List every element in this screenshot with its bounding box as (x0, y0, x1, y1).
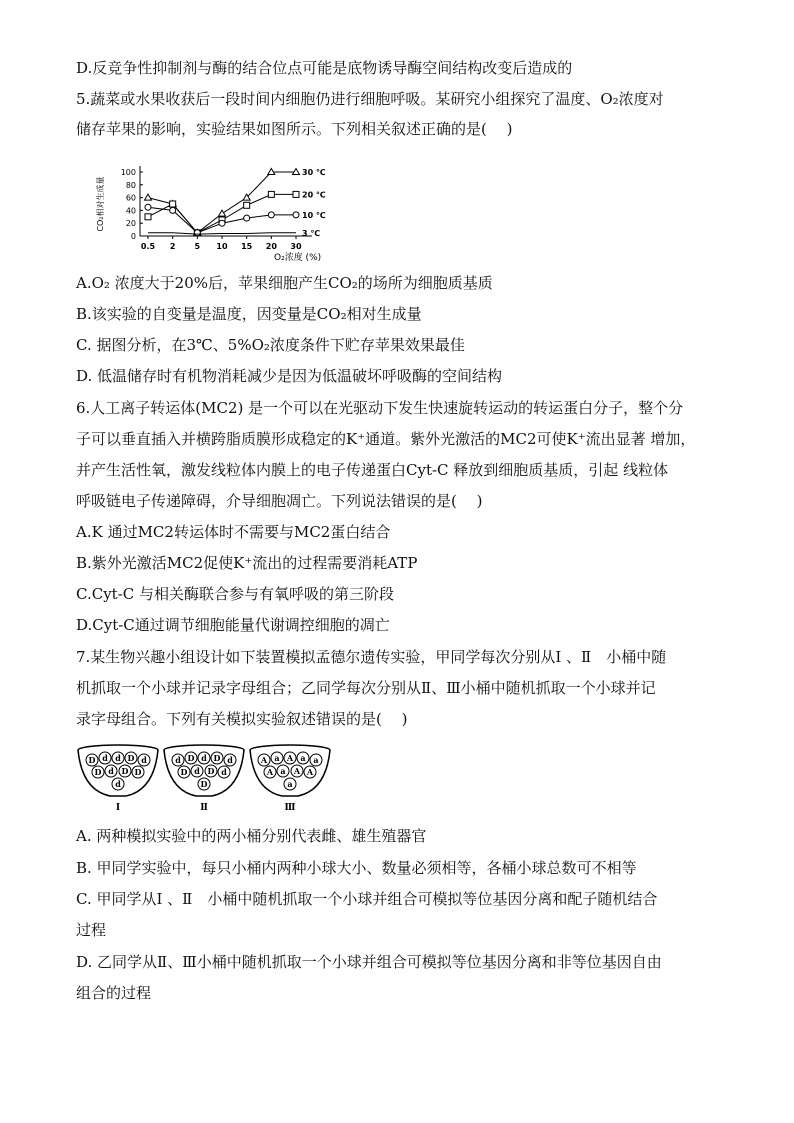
y-tick-label: 20 (125, 219, 136, 229)
series-label: 30 ℃ (302, 168, 326, 177)
ball-label: D (121, 766, 129, 776)
ball-label: A (306, 767, 314, 777)
ball-label: a (287, 779, 293, 789)
text-line: 储存苹果的影响，实验结果如图所示。下列相关叙述正确的是( ) (76, 120, 513, 138)
data-point (268, 212, 274, 218)
ball-label: D (88, 755, 96, 765)
text-line: 呼吸链电子传递障碍，介导细胞凋亡。下列说法错误的是( ) (76, 492, 483, 510)
ball-label: D (94, 767, 102, 777)
ball-label: d (194, 766, 200, 776)
y-tick-label: 100 (120, 168, 136, 177)
bucket-label: Ⅲ (284, 803, 296, 813)
data-point (219, 220, 225, 226)
text-line: 机抓取一个小球并记录字母组合；乙同学每次分别从Ⅱ、Ⅲ小桶中随机抓取一个小球并记 (76, 679, 656, 697)
ball-label: D (134, 767, 142, 777)
x-tick-label: 0.5 (140, 242, 156, 251)
question-6-stem: 6.人工离子转运体(MC2) 是一个可以在光驱动下发生快速旋转运动的转运蛋白分子，整个分 (76, 399, 684, 417)
series-line (148, 233, 296, 234)
ball-label: a (313, 755, 319, 765)
series-label: 3 ℃ (302, 228, 321, 238)
data-point (268, 191, 274, 197)
question-7-stem: 7.某生物兴趣小组设计如下装置模拟孟德尔遗传实验，甲同学每次分别从Ⅰ 、Ⅱ 小桶中随 (76, 648, 667, 666)
data-point (170, 207, 176, 213)
ball-label: D (213, 753, 221, 763)
text-line: 并产生活性氧，激发线粒体内膜上的电子传递蛋白Cyt-C 释放到细胞质基质，引起 线粒体 (76, 461, 669, 479)
series-label: 10 ℃ (302, 210, 326, 220)
ball-label: A (266, 767, 274, 777)
option-a: A. 两种模拟实验中的两小桶分别代表雌、雄生殖器官 (76, 827, 427, 845)
ball-label: d (108, 766, 114, 776)
option-a: A.O₂ 浓度大于20%后，苹果细胞产生CO₂的场所为细胞质基质 (76, 274, 493, 292)
data-point (244, 202, 250, 208)
data-point (194, 230, 200, 236)
data-point (170, 201, 176, 207)
bucket (164, 745, 244, 813)
ball-label: d (115, 753, 121, 763)
option-c: C. 据图分析，在3℃、5%O₂浓度条件下贮存苹果效果最佳 (76, 336, 465, 354)
ball-label: D (180, 767, 188, 777)
option-b: B.该实验的自变量是温度，因变量是CO₂相对生成量 (76, 305, 422, 323)
ball-label: d (102, 753, 108, 763)
x-tick-label: 10 (216, 242, 228, 251)
option-d: D. 乙同学从Ⅱ、Ⅲ小桶中随机抓取一个小球并组合可模拟等位基因分离和非等位基因自由 (76, 953, 662, 971)
ball-label: d (141, 755, 147, 765)
x-tick-label: 15 (241, 242, 253, 251)
data-point (293, 212, 299, 218)
bucket (78, 745, 158, 813)
ball-label: d (201, 753, 207, 763)
ball-label: A (293, 766, 301, 776)
series-label: 20 ℃ (302, 190, 326, 200)
ball-label: D (207, 766, 215, 776)
ball-label: d (221, 767, 227, 777)
data-point (293, 191, 299, 197)
co2-chart (90, 160, 330, 270)
y-tick-label: 0 (130, 232, 136, 241)
text-line: 组合的过程 (76, 984, 152, 1002)
x-tick-label: 2 (169, 242, 176, 251)
ball-label: D (187, 753, 195, 763)
option-d: D. 低温储存时有机物消耗减少是因为低温破坏呼吸酶的空间结构 (76, 367, 503, 385)
option-b: B. 甲同学实验中，每只小桶内两种小球大小、数量必须相等，各桶小球总数可不相等 (76, 859, 637, 877)
text-line: 过程 (76, 921, 107, 939)
bucket-label: Ⅰ (115, 803, 121, 813)
y-tick-label: 40 (125, 206, 136, 216)
y-tick-label: 60 (125, 193, 136, 203)
x-tick-label: 20 (265, 242, 277, 251)
ball-label: A (286, 753, 294, 763)
y-tick-label: 80 (125, 180, 136, 190)
text-line: 录字母组合。下列有关模拟实验叙述错误的是( ) (76, 710, 408, 728)
bucket-label: Ⅱ (200, 803, 208, 813)
y-axis-label: CO₂相对生成量 (96, 176, 105, 232)
data-point (145, 194, 152, 200)
x-tick-label: 30 (290, 242, 302, 251)
ball-label: a (280, 766, 286, 776)
option-b: B.紫外光激活MC2促使K⁺流出的过程需要消耗ATP (76, 554, 418, 572)
ball-label: d (227, 755, 233, 765)
option-c: C. 甲同学从Ⅰ 、Ⅱ 小桶中随机抓取一个小球并组合可模拟等位基因分离和配子随机结合 (76, 890, 658, 908)
ball-label: A (260, 755, 268, 765)
data-point (145, 214, 151, 220)
ball-label: a (274, 753, 280, 763)
x-tick-label: 5 (194, 242, 201, 251)
text-line: 子可以垂直插入并横跨脂质膜形成稳定的K⁺通道。紫外光激活的MC2可使K⁺流出显著 增加， (76, 430, 696, 448)
data-point (219, 210, 226, 216)
data-point (145, 204, 151, 210)
ball-label: D (200, 779, 208, 789)
x-axis-label: O₂浓度 (%) (274, 253, 322, 263)
ball-label: d (115, 779, 121, 789)
option-d: D.Cyt-C通过调节细胞能量代谢调控细胞的凋亡 (76, 616, 390, 634)
question-5-stem: 5.蔬菜或水果收获后一段时间内细胞仍进行细胞呼吸。某研究小组探究了温度、O₂浓度对 (76, 90, 664, 108)
option-c: C.Cyt-C 与相关酶联合参与有氧呼吸的第三阶段 (76, 585, 395, 603)
option-a: A.K 通过MC2转运体时不需要与MC2蛋白结合 (76, 523, 391, 541)
ball-label: a (300, 753, 306, 763)
text-line: D.反竞争性抑制剂与酶的结合位点可能是底物诱导酶空间结构改变后造成的 (76, 59, 573, 77)
bucket (250, 745, 330, 813)
ball-label: d (175, 755, 181, 765)
ball-label: D (127, 753, 135, 763)
data-point (244, 215, 250, 221)
buckets-figure (74, 742, 336, 814)
